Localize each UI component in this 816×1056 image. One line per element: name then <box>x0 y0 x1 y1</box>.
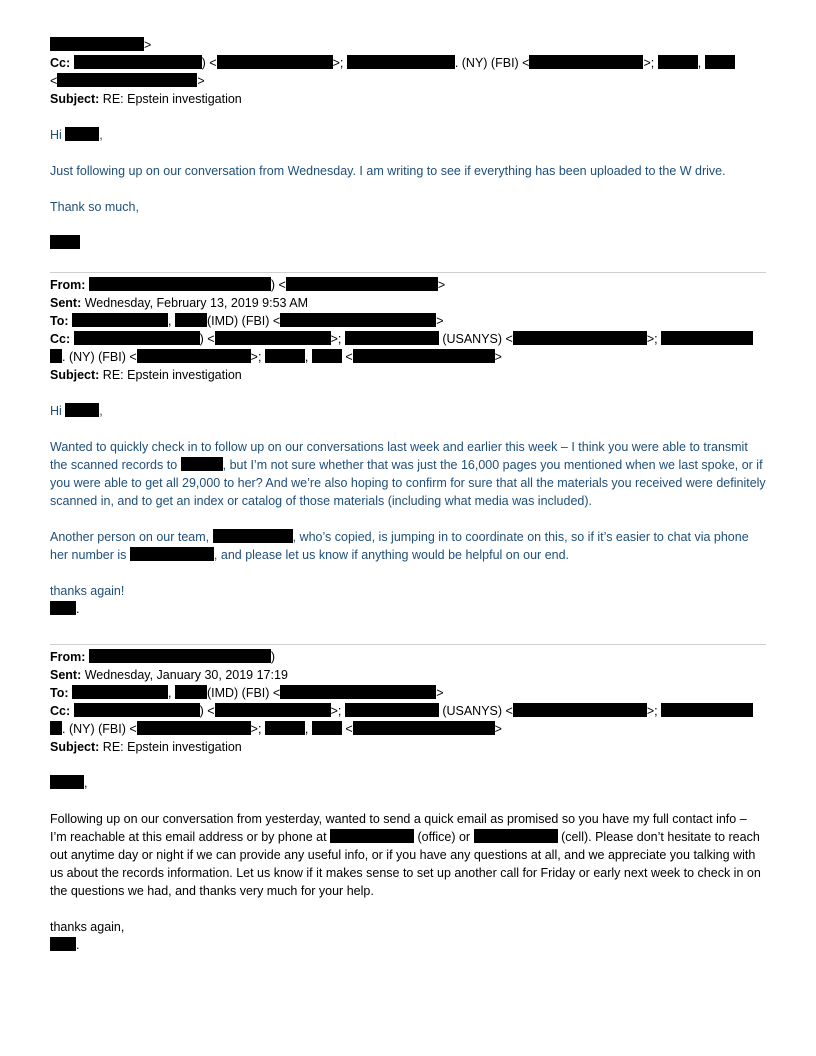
redaction <box>74 331 200 345</box>
email2-sent-line: Sent: Wednesday, February 13, 2019 9:53 AM <box>50 296 309 310</box>
redaction <box>175 313 207 327</box>
redaction <box>312 721 342 735</box>
email2-cc-line: Cc: ) < >; (USANYS) < >; <box>50 330 766 348</box>
email1-header-continued: > <box>50 36 766 54</box>
redaction <box>286 277 438 291</box>
redaction <box>72 313 168 327</box>
redaction <box>474 829 558 843</box>
email2-to-line: To: , (IMD) (FBI) < > <box>50 314 444 328</box>
redaction <box>57 73 197 87</box>
email3-closing: thanks again, <box>50 920 125 934</box>
email3-cc-line: Cc: ) < >; (USANYS) < >; <box>50 702 766 720</box>
email3-subject-line: Subject: RE: Epstein investigation <box>50 740 242 754</box>
redaction <box>280 313 436 327</box>
email2-signature: . <box>50 600 766 618</box>
redaction <box>217 55 333 69</box>
email1-greeting: Hi , <box>50 128 103 142</box>
redaction <box>347 55 455 69</box>
email3-greeting: , <box>50 774 766 792</box>
email1-subject-line: Subject: RE: Epstein investigation <box>50 92 242 106</box>
email-thread <box>50 36 766 954</box>
redaction <box>72 685 168 699</box>
email2-cc-line-2: . (NY) (FBI) < >; , < > <box>50 348 766 366</box>
redaction <box>215 703 331 717</box>
redaction <box>50 37 144 51</box>
email1-closing: Thank so much, <box>50 200 139 214</box>
redaction <box>280 685 436 699</box>
redaction <box>705 55 735 69</box>
email1-cc-line: Cc: ) < >; . (NY) (FBI) < >; , <box>50 54 766 72</box>
redaction <box>65 127 99 141</box>
email3-signature: . <box>50 936 766 954</box>
redaction <box>50 775 84 789</box>
redaction <box>658 55 698 69</box>
redaction <box>265 721 305 735</box>
redaction <box>345 331 439 345</box>
redaction <box>50 601 76 615</box>
redaction <box>74 55 202 69</box>
email3-sent-line: Sent: Wednesday, January 30, 2019 17:19 <box>50 668 288 682</box>
email2-paragraph-1: Wanted to quickly check in to follow up on our conversations last week and earlier this week – I think you were able to transmit the scanned records to , but I’m not sure whether that was just the 16,000 pages you mentioned when we last spoke, or if you were able to get all 29,000 to her? And we’re also hoping to confirm for sure that all the materials you received were definitely scanned in, and to get an index or catalog of those materials (including what media was included). <box>50 440 766 508</box>
redaction <box>513 703 647 717</box>
email2-from-line: From: ) < > <box>50 278 446 292</box>
redaction <box>265 349 305 363</box>
redaction <box>130 547 214 561</box>
redaction <box>213 529 293 543</box>
sent-date: Wednesday, January 30, 2019 17:19 <box>84 668 288 682</box>
email1-body: Just following up on our conversation from Wednesday. I am writing to see if everything has been uploaded to the W drive. <box>50 164 726 178</box>
redaction <box>50 937 76 951</box>
redaction <box>89 277 271 291</box>
email2-paragraph-2: Another person on our team, , who’s copied, is jumping in to coordinate on this, so if it’s easier to chat via phone her number is , and please let us know if anything would be helpful on our end. <box>50 530 749 562</box>
redaction <box>89 649 271 663</box>
redaction <box>65 403 99 417</box>
redaction <box>50 235 80 249</box>
email-subject: RE: Epstein investigation <box>102 368 242 382</box>
email-subject: RE: Epstein investigation <box>102 740 242 754</box>
redaction <box>175 685 207 699</box>
redaction <box>50 721 62 735</box>
redaction <box>312 349 342 363</box>
email1-signature <box>50 234 766 252</box>
email1-cc-line-2: < > <box>50 74 205 88</box>
email2-greeting: Hi , <box>50 404 103 418</box>
redaction <box>661 703 753 717</box>
redaction <box>50 349 62 363</box>
redaction <box>513 331 647 345</box>
redaction <box>137 349 251 363</box>
redaction <box>330 829 414 843</box>
cc-label: Cc: <box>50 56 71 70</box>
redaction <box>353 721 495 735</box>
sent-date: Wednesday, February 13, 2019 9:53 AM <box>84 296 309 310</box>
email3-cc-line-2: . (NY) (FBI) < >; , < > <box>50 720 766 738</box>
redaction <box>529 55 643 69</box>
redaction <box>353 349 495 363</box>
email3-to-line: To: , (IMD) (FBI) < > <box>50 686 444 700</box>
redaction <box>215 331 331 345</box>
email2-subject-line: Subject: RE: Epstein investigation <box>50 368 242 382</box>
redaction <box>74 703 200 717</box>
email2-closing: thanks again! <box>50 584 125 598</box>
redaction <box>661 331 753 345</box>
redaction <box>137 721 251 735</box>
redaction <box>345 703 439 717</box>
email-subject: RE: Epstein investigation <box>102 92 242 106</box>
redaction <box>181 457 223 471</box>
email3-from-line: From: ) <box>50 650 276 664</box>
email3-paragraph-1: Following up on our conversation from yesterday, wanted to send a quick email as promised so you have my full contact info – I’m reachable at this email address or by phone at (office) or (cell). Please don’t hesitate to reach out anytime day or night if we can provide any useful info, or if you have any questions at all, and we appreciate you talking with us about the records information. Let us know if it makes sense to set up another call for Friday or early next week to check in on the questions we had, and thanks very much for your help. <box>50 812 761 898</box>
